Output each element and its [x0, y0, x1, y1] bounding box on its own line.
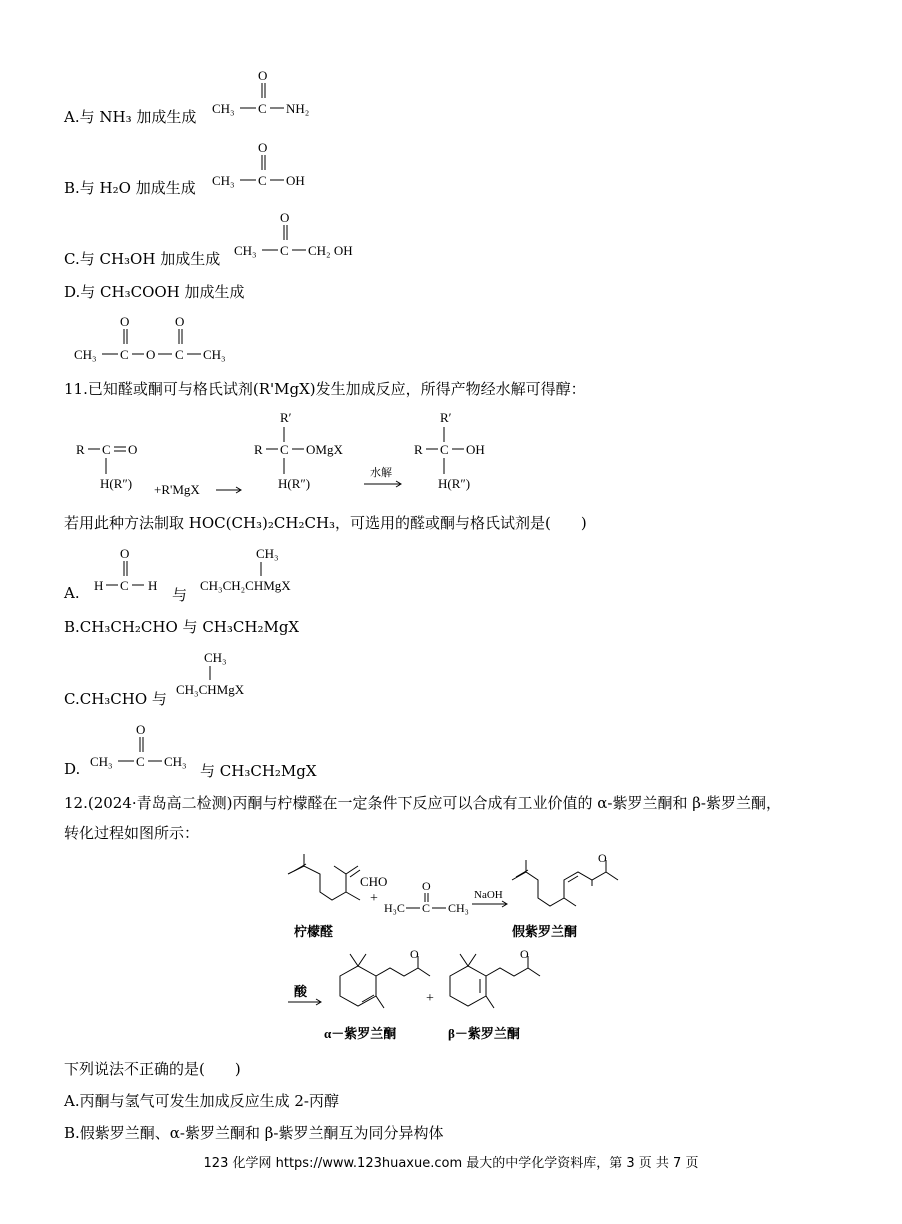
- svg-text:O: O: [520, 947, 529, 961]
- svg-text:OH: OH: [466, 442, 485, 457]
- svg-text:R′: R′: [440, 410, 452, 425]
- q11-option-c: C.CH₃CHO 与: [64, 690, 167, 708]
- svg-text:O: O: [120, 314, 130, 329]
- svg-text:O: O: [422, 879, 431, 893]
- svg-text:CH₃: CH₃: [212, 173, 235, 188]
- svg-text:O: O: [128, 442, 138, 457]
- alpha-ionone-label: α－紫罗兰酮: [324, 1026, 397, 1041]
- beta-ionone-label: β－紫罗兰酮: [448, 1026, 520, 1041]
- acetic-anhydride-structure: [72, 312, 252, 368]
- sec-butyl-grignard-structure: [198, 544, 338, 594]
- q12-stem-line2: 转化过程如图所示：: [64, 824, 200, 842]
- svg-text:O: O: [598, 852, 607, 865]
- svg-text:CH₃: CH₃: [164, 754, 187, 769]
- q12-option-b: B.假紫罗兰酮、α-紫罗兰酮和 β-紫罗兰酮互为同分异构体: [64, 1124, 444, 1142]
- formaldehyde-structure: [90, 544, 170, 594]
- acetic-acid-structure: [210, 138, 330, 198]
- svg-text:C: C: [120, 578, 129, 593]
- q12-stem-line1: 12.(2024·青岛高二检测)丙酮与柠檬醛在一定条件下反应可以合成有工业价值的 α-紫罗兰酮和 β-紫罗兰酮，: [64, 794, 781, 812]
- q11-option-a-prefix: A.: [64, 584, 80, 602]
- q11-option-d-suffix: 与 CH₃CH₂MgX: [200, 762, 317, 780]
- reagent-label: +R'MgX: [154, 482, 200, 497]
- grignard-scheme: [70, 406, 510, 500]
- acetamide-structure: [210, 66, 330, 126]
- svg-text:CH₃CH₂CHMgX: CH₃CH₂CHMgX: [200, 578, 291, 593]
- svg-text:O: O: [258, 68, 268, 83]
- svg-text:O: O: [146, 347, 156, 362]
- svg-text:+: +: [426, 991, 434, 1006]
- svg-text:R: R: [76, 442, 85, 457]
- svg-text:C: C: [175, 347, 184, 362]
- svg-text:CH₃CHMgX: CH₃CHMgX: [176, 682, 245, 697]
- svg-text:CH₃: CH₃: [204, 650, 227, 665]
- q10-option-d: D.与 CH₃COOH 加成生成: [64, 283, 245, 301]
- svg-text:C: C: [258, 173, 267, 188]
- hydroxyacetone-structure: [232, 208, 382, 268]
- svg-text:OH: OH: [286, 173, 305, 188]
- acid-label: 酸: [294, 984, 308, 999]
- svg-text:O: O: [120, 546, 130, 561]
- svg-text:CH₃: CH₃: [203, 347, 226, 362]
- ionone-synthesis-scheme: [280, 852, 620, 1047]
- svg-text:R: R: [254, 442, 263, 457]
- isopropyl-grignard-structure: [174, 648, 294, 698]
- q11-option-a-with: 与: [172, 586, 188, 604]
- hydrolysis-label: 水解: [370, 467, 392, 479]
- q11-option-b: B.CH₃CH₂CHO 与 CH₃CH₂MgX: [64, 618, 300, 636]
- svg-text:H: H: [94, 578, 104, 593]
- citral-label: 柠檬醛: [294, 924, 334, 939]
- q12-question: 下列说法不正确的是( ): [64, 1060, 241, 1078]
- q11-question: 若用此种方法制取 HOC(CH₃)₂CH₂CH₃，可选用的醛或酮与格氏试剂是( ): [64, 514, 587, 532]
- svg-text:H(R″): H(R″): [438, 476, 471, 491]
- svg-text:H(R″): H(R″): [278, 476, 311, 491]
- svg-text:C: C: [102, 442, 111, 457]
- svg-text:H(R″): H(R″): [100, 476, 133, 491]
- svg-text:C: C: [440, 442, 449, 457]
- svg-text:C: C: [280, 243, 289, 258]
- svg-text:R′: R′: [280, 410, 292, 425]
- q12-option-a: A.丙酮与氢气可发生加成反应生成 2-丙醇: [64, 1092, 339, 1110]
- svg-text:OMgX: OMgX: [306, 442, 343, 457]
- svg-text:NH₂: NH₂: [286, 101, 310, 116]
- pseudoionone-label: 假紫罗兰酮: [512, 924, 578, 939]
- svg-text:O: O: [258, 140, 268, 155]
- svg-text:H: H: [148, 578, 158, 593]
- svg-text:C: C: [422, 901, 431, 915]
- svg-text:O: O: [280, 210, 290, 225]
- svg-text:CH₃: CH₃: [448, 901, 469, 915]
- q10-option-b: B.与 H₂O 加成生成: [64, 179, 196, 197]
- svg-text:CH₃: CH₃: [212, 101, 235, 116]
- svg-text:CH₃: CH₃: [234, 243, 257, 258]
- svg-text:CH₃: CH₃: [74, 347, 97, 362]
- q10-option-c: C.与 CH₃OH 加成生成: [64, 250, 221, 268]
- naoh-label: NaOH: [474, 889, 503, 901]
- svg-text:CH₃: CH₃: [256, 546, 279, 561]
- svg-text:O: O: [175, 314, 185, 329]
- svg-text:O: O: [136, 722, 146, 737]
- page-footer: 123 化学网 https://www.123huaxue.com 最大的中学化学资料库，第 3 页 共 7 页: [203, 1156, 699, 1171]
- svg-text:CH₃: CH₃: [90, 754, 113, 769]
- svg-text:C: C: [136, 754, 145, 769]
- svg-text:C: C: [120, 347, 129, 362]
- svg-text:O: O: [410, 947, 419, 961]
- svg-text:C: C: [280, 442, 289, 457]
- acetone-structure: [88, 720, 198, 770]
- q11-option-d-prefix: D.: [64, 760, 81, 778]
- svg-text:C: C: [258, 101, 267, 116]
- svg-text:+: +: [370, 891, 378, 906]
- svg-text:CH₂ OH: CH₂ OH: [308, 243, 353, 258]
- cho-label: CHO: [360, 874, 388, 889]
- svg-text:R: R: [414, 442, 423, 457]
- q10-option-a: A.与 NH₃ 加成生成: [64, 108, 197, 126]
- q11-stem: 11.已知醛或酮可与格氏试剂(R'MgX)发生加成反应，所得产物经水解可得醇：: [64, 380, 586, 398]
- svg-text:H₃C: H₃C: [384, 901, 405, 915]
